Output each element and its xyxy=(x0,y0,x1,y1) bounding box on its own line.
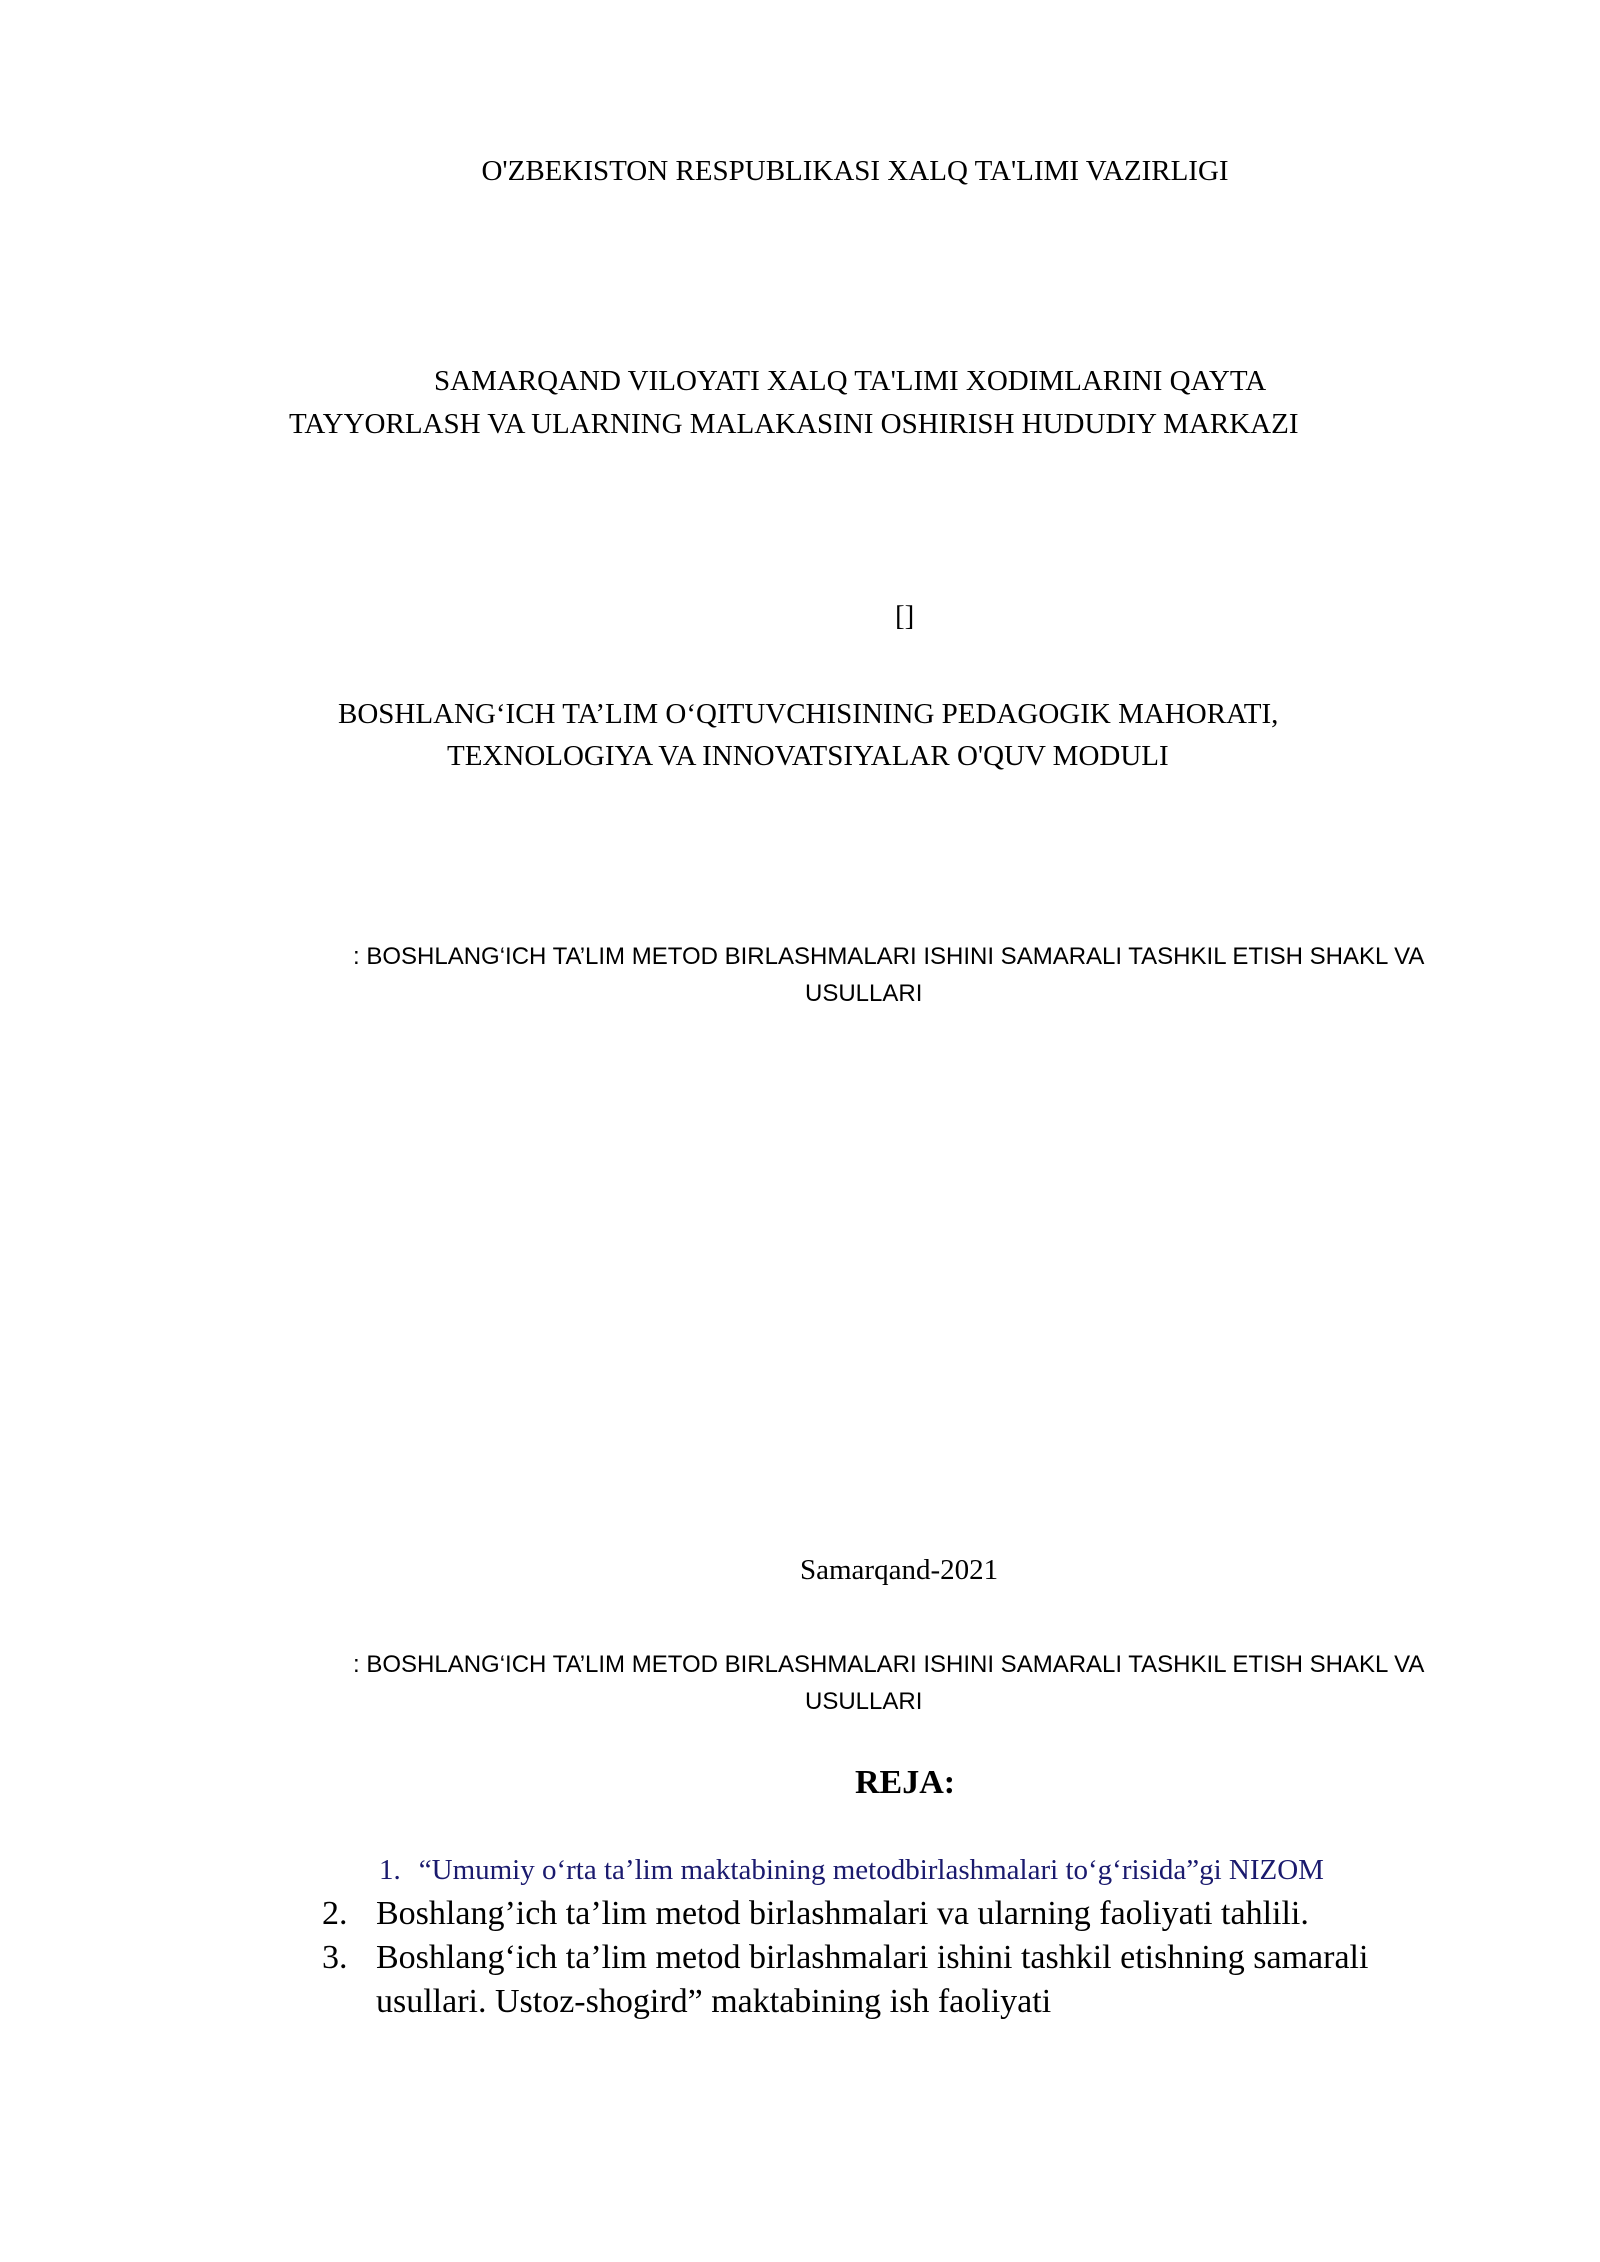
center-title-line-2: TAYYORLASH VA ULARNING MALAKASINI OSHIRISH HUDUDIY MARKAZI xyxy=(289,408,1299,440)
plan-item-number: 2. xyxy=(322,1895,348,1932)
center-title-line-1: SAMARQAND VILOYATI XALQ TA'LIMI XODIMLARINI QAYTA xyxy=(434,365,1267,397)
bracket-placeholder: [] xyxy=(895,600,915,632)
module-title-line-1: BOSHLANG‘ICH TA’LIM O‘QITUVCHISINING PEDAGOGIK MAHORATI, xyxy=(338,698,1279,730)
plan-item-text: Boshlang’ich ta’lim metod birlashmalari va ularning faoliyati tahlili. xyxy=(376,1895,1309,1932)
module-title-line-2: TEXNOLOGIYA VA INNOVATSIYALAR O'QUV MODULI xyxy=(447,740,1169,772)
topic-line-1: : BOSHLANG‘ICH TA’LIM METOD BIRLASHMALARI ISHINI SAMARALI TASHKIL ETISH SHAKL VA xyxy=(353,943,1425,970)
plan-item-number: 3. xyxy=(322,1939,348,1976)
topic-repeat-line-2: USULLARI xyxy=(805,1688,923,1715)
plan-item xyxy=(379,1854,1324,1887)
topic-line-2: USULLARI xyxy=(805,980,923,1007)
plan-item-number: 1. xyxy=(379,1854,401,1886)
topic-repeat-line-1: : BOSHLANG‘ICH TA’LIM METOD BIRLASHMALARI ISHINI SAMARALI TASHKIL ETISH SHAKL VA xyxy=(353,1651,1425,1678)
plan-title: REJA: xyxy=(855,1764,956,1801)
plan-item-text: “Umumiy o‘rta ta’lim maktabining metodbirlashmalari to‘g‘risida”gi NIZOM xyxy=(418,1854,1324,1886)
ministry-heading: O'ZBEKISTON RESPUBLIKASI XALQ TA'LIMI VAZIRLIGI xyxy=(481,155,1229,187)
plan-item-text: Boshlang‘ich ta’lim metod birlashmalari ishini tashkil etishning samarali usullari. Ustoz-shogird” maktabining ish faoliyati xyxy=(376,1939,1369,2020)
city-year: Samarqand-2021 xyxy=(800,1554,999,1586)
